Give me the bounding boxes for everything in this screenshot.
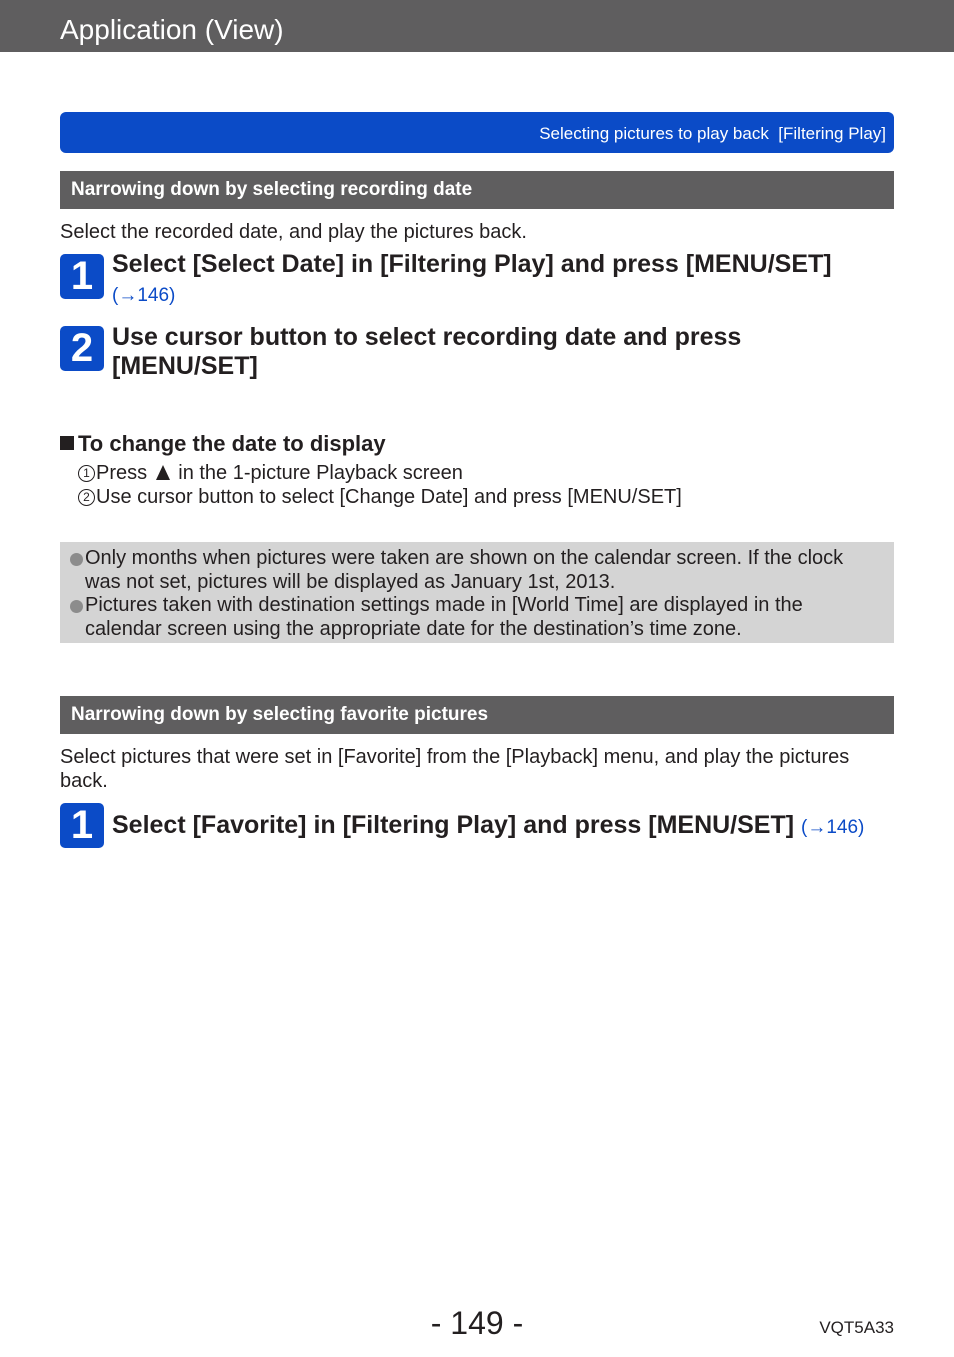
section-intro — [60, 745, 894, 793]
circled-number-icon: 1 — [78, 465, 95, 482]
instruction-item — [78, 461, 463, 485]
note-item — [68, 546, 888, 594]
section-heading-text: Narrowing down by selecting recording date — [71, 179, 473, 200]
intro-line: Select pictures that were set in [Favorite] from the [Playback] menu, and play the pictures — [60, 746, 850, 768]
section-heading-recording-date — [60, 171, 894, 209]
step-title-line: Use cursor button to select recording date and press — [112, 323, 742, 351]
step-title-line: [MENU/SET] — [112, 352, 258, 380]
note-line: calendar screen using the appropriate date for the destination’s time zone. — [85, 618, 742, 640]
note-line: Pictures taken with destination settings made in [World Time] are displayed in the — [85, 594, 803, 616]
instruction-text: Use cursor button to select [Change Date] and press [MENU/SET] — [96, 486, 682, 508]
note-item — [68, 593, 888, 641]
page-reference-link[interactable]: (→146) — [801, 817, 865, 838]
section-intro: Select the recorded date, and play the pictures back. — [60, 221, 527, 243]
step-title — [112, 250, 832, 310]
note-line: Only months when pictures were taken are shown on the calendar screen. If the clock — [85, 547, 844, 569]
subsection-heading-text: To change the date to display — [78, 431, 386, 456]
note-line: was not set, pictures will be displayed as January 1st, 2013. — [85, 571, 616, 593]
instruction-text: Press — [96, 462, 153, 484]
page-title: Application (View) — [60, 14, 284, 45]
topic-banner — [60, 112, 894, 153]
up-triangle-icon — [156, 465, 170, 480]
intro-line: back. — [60, 770, 108, 792]
page-number: - 149 - — [430, 1305, 524, 1341]
step-title-text: Select [Select Date] in [Filtering Play] and press [MENU/SET] — [112, 250, 832, 278]
step-title — [112, 323, 741, 381]
circled-number-icon: 2 — [78, 489, 95, 506]
step-number-badge: 1 — [60, 254, 104, 299]
note-box — [60, 542, 894, 643]
instruction-item — [78, 485, 682, 509]
document-code: VQT5A33 — [819, 1318, 894, 1337]
step-number-badge: 2 — [60, 326, 104, 371]
bullet-icon — [70, 553, 83, 566]
banner-text: Selecting pictures to play back [Filtering Play] — [539, 124, 886, 143]
page-reference-link[interactable]: (→146) — [112, 285, 176, 306]
section-heading-text: Narrowing down by selecting favorite pictures — [71, 704, 489, 725]
section-heading-favorite — [60, 696, 894, 734]
step-title — [112, 811, 864, 842]
top-bar — [0, 0, 954, 52]
subsection-heading — [60, 431, 386, 457]
step-number-badge: 1 — [60, 803, 104, 848]
square-bullet-icon — [60, 436, 74, 450]
instruction-text: in the 1-picture Playback screen — [172, 462, 463, 484]
step-title-text: Select [Favorite] in [Filtering Play] and press [MENU/SET] — [112, 811, 795, 839]
bullet-icon — [70, 600, 83, 613]
